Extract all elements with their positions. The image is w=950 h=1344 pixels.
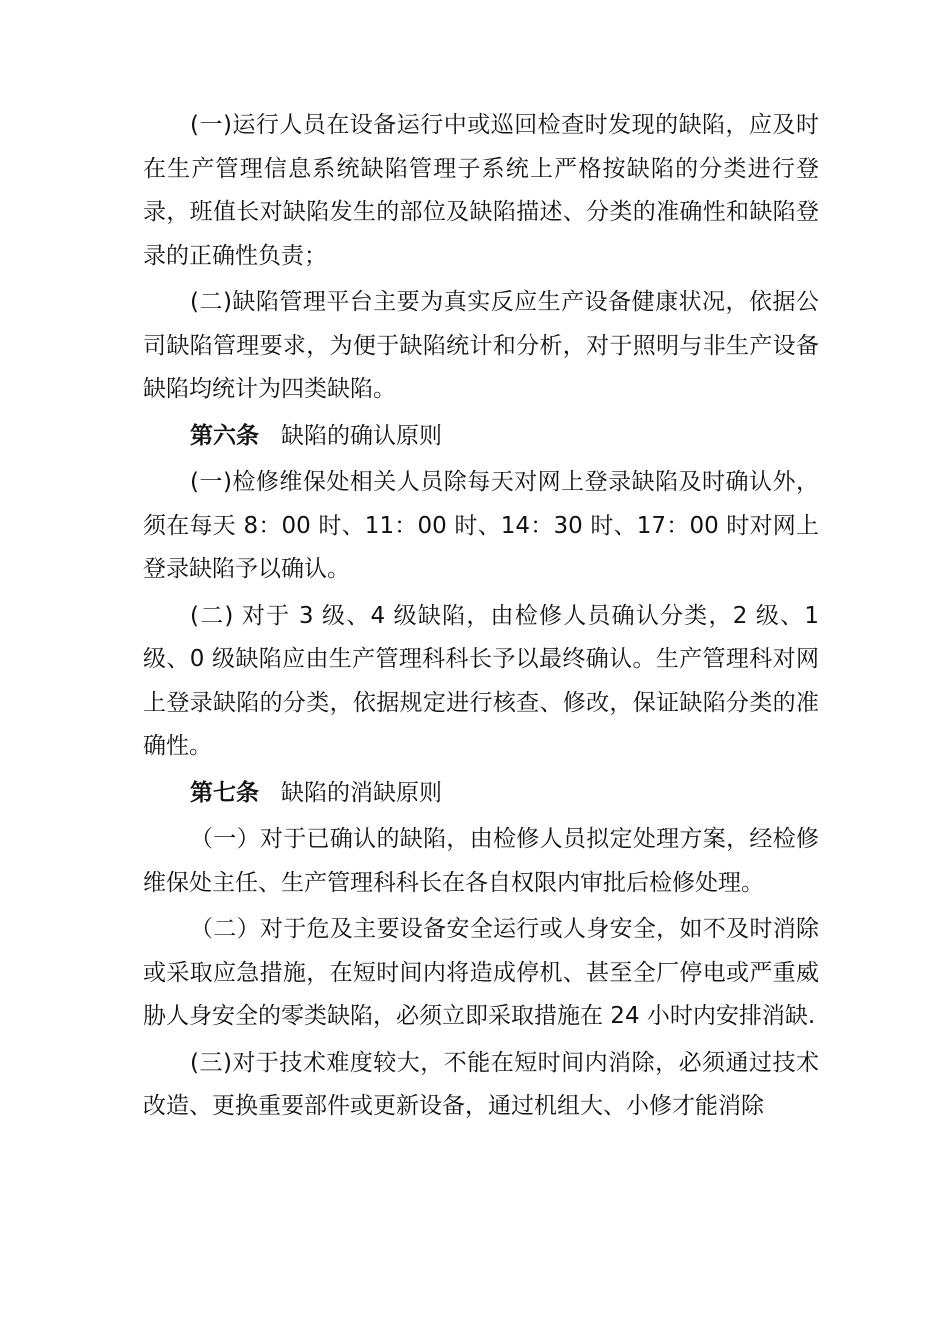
article-number: 第七条 [190,779,259,806]
article-title: 缺陷的消缺原则 [281,779,442,806]
article-heading [143,772,819,816]
article-number: 第六条 [190,422,259,449]
paragraph: (二) 对于 3 级、4 级缺陷，由检修人员确认分类，2 级、1级、0 级缺陷应由生产管理科科长予以最终确认。生产管理科对网上登录缺陷的分类，依据规定进行核查、修改，保证缺陷分类的准确性。 [143,602,819,759]
paragraph: (二)缺陷管理平台主要为真实反应生产设备健康状况，依据公司缺陷管理要求，为便于缺陷统计和分析，对于照明与非生产设备缺陷均统计为四类缺陷。 [143,289,819,402]
article-title: 缺陷的确认原则 [281,422,442,449]
article-heading [143,415,819,459]
paragraph: (三)对于技术难度较大，不能在短时间内消除，必须通过技术改造、更换重要部件或更新设备，通过机组大、小修才能消除 [143,1049,819,1119]
document-body [143,104,819,1129]
paragraph: (一)运行人员在设备运行中或巡回检查时发现的缺陷，应及时在生产管理信息系统缺陷管理子系统上严格按缺陷的分类进行登录，班值长对缺陷发生的部位及缺陷描述、分类的准确性和缺陷登录的正确性负责； [143,112,819,269]
paragraph: (一)检修维保处相关人员除每天对网上登录缺陷及时确认外，须在每天 8：00 时、11：00 时、14：30 时、17：00 时对网上登录缺陷予以确认。 [143,469,819,582]
paragraph: （一）对于已确认的缺陷，由检修人员拟定处理方案，经检修维保处主任、生产管理科科长在各自权限内审批后检修处理。 [143,826,819,896]
paragraph: （二）对于危及主要设备安全运行或人身安全，如不及时消除或采取应急措施，在短时间内将造成停机、甚至全厂停电或严重威胁人身安全的零类缺陷，必须立即采取措施在 24 小时内安排消缺. [143,916,819,1029]
